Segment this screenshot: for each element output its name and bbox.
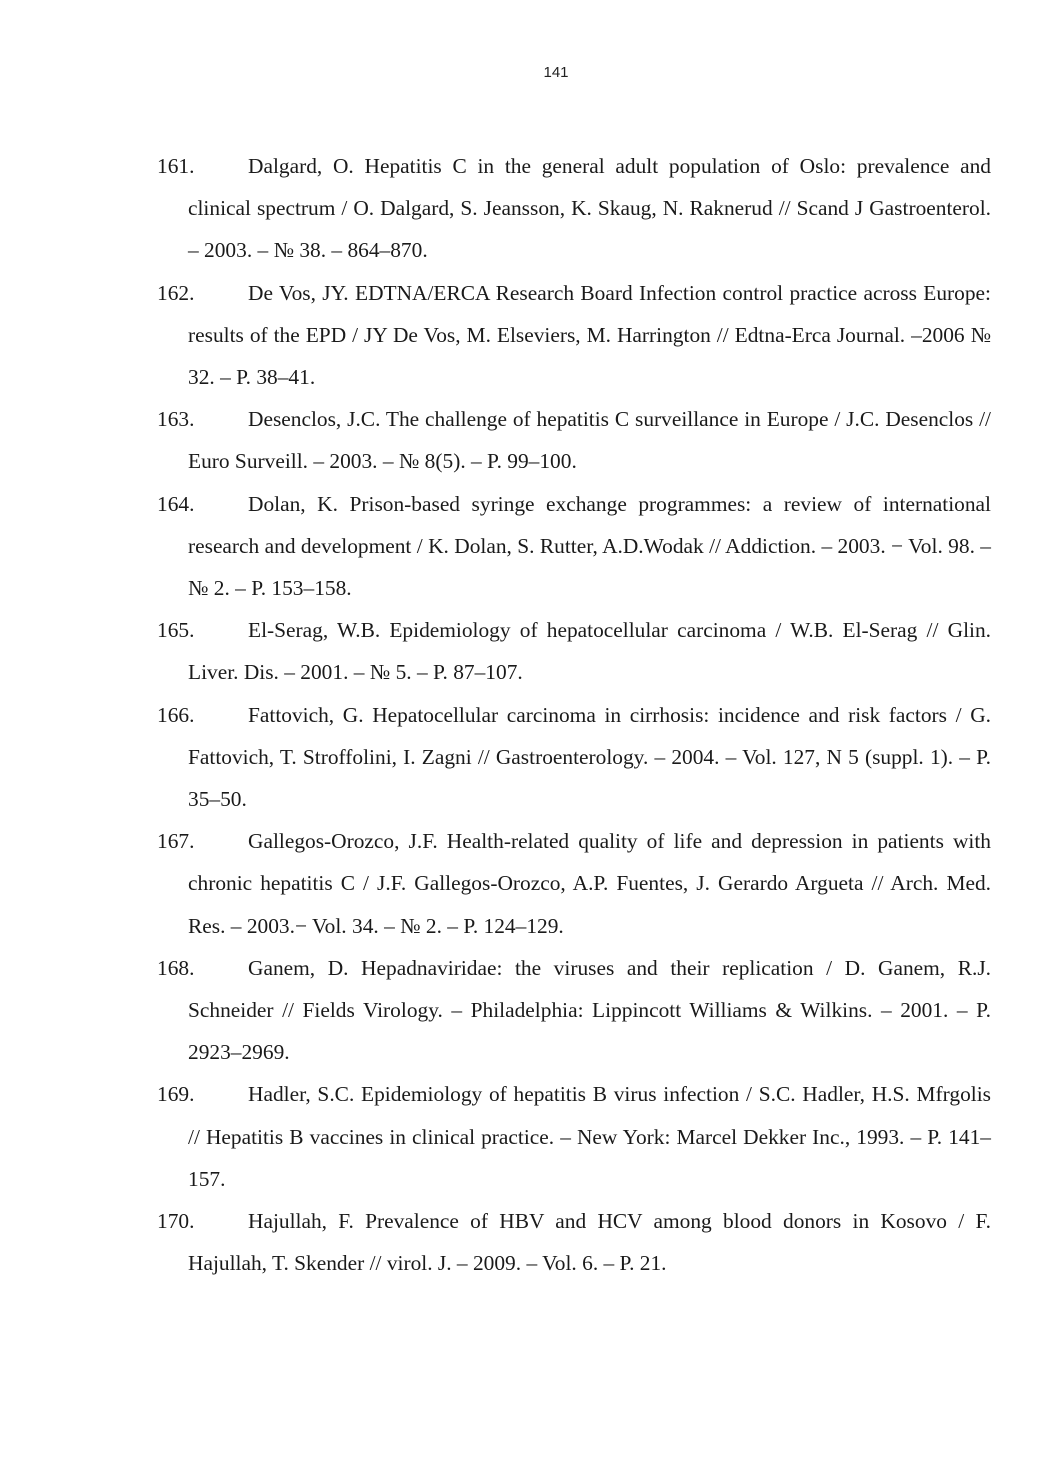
reference-number: 162. [157,280,195,305]
reference-text: El-Serag, W.B. Epidemiology of hepatocellular carcinoma / W.B. El-Serag // Glin. Liver. Dis. – 2001. – № 5. – P. 87–107. [188,618,991,685]
reference-item [157,398,991,482]
reference-number: 167. [157,829,195,854]
reference-text: Hadler, S.C. Epidemiology of hepatitis B virus infection / S.C. Hadler, H.S. Mfrgolis // Hepatitis B vaccines in clinical practice. – New York: Marcel Dekker Inc., 1993. – P. 141–157. [188,1082,991,1191]
reference-item [157,272,991,399]
reference-number: 161. [157,154,195,178]
reference-text: Desenclos, J.C. The challenge of hepatitis C surveillance in Europe / J.C. Desenclos // Euro Surveill. – 2003. – № 8(5). – P. 99–100. [188,407,991,474]
reference-number: 170. [157,1209,195,1234]
reference-number: 168. [157,955,195,980]
reference-number: 165. [157,618,195,643]
reference-text: Dolan, K. Prison-based syringe exchange programmes: a review of international research and development / K. Dolan, S. Rutter, A.D.Wodak // Addiction. – 2003. − Vol. 98. – № 2. – P. 153–158. [188,491,991,601]
reference-text: Ganem, D. Hepadnaviridae: the viruses and their replication / D. Ganem, R.J. Schneider // Fields Virology. – Philadelphia: Lippincott Williams & Wilkins. – 2001. – P. 2923–2969. [188,955,991,1065]
reference-number: 163. [157,407,195,432]
reference-text: Fattovich, G. Hepatocellular carcinoma in cirrhosis: incidence and risk factors / G. Fattovich, T. Stroffolini, I. Zagni // Gastroenterology. – 2004. – Vol. 127, N 5 (suppl. 1). – P. 35–50. [188,702,991,812]
reference-item [157,609,991,693]
reference-list [157,145,991,1284]
reference-item [157,1200,991,1284]
reference-text: Hajullah, F. Prevalence of HBV and HCV among blood donors in Kosovo / F. Hajullah, T. Skender // virol. J. – 2009. – Vol. 6. – P. 21. [188,1209,991,1276]
reference-number: 169. [157,1082,195,1107]
reference-item [157,947,991,1074]
reference-item [157,1073,991,1200]
reference-number: 164. [157,491,195,516]
reference-text: De Vos, JY. EDTNA/ERCA Research Board Infection control practice across Europe: results of the EPD / JY De Vos, M. Elseviers, M. Harrington // Edtna-Erca Journal. –2006 № 32. – P. 38–41. [188,280,991,390]
reference-item [157,483,991,610]
reference-number: 166. [157,702,195,727]
reference-item [157,145,991,272]
reference-item [157,694,991,821]
page-number: 141 [543,64,569,81]
reference-text: Dalgard, O. Hepatitis C in the general adult population of Oslo: prevalence and clinical spectrum / O. Dalgard, S. Jeansson, K. Skaug, N. Raknerud // Scand J Gastroenterol. – 2003. – № 38. – 864–870. [188,154,991,263]
reference-text: Gallegos-Orozco, J.F. Health-related quality of life and depression in patients with chronic hepatitis C / J.F. Gallegos-Orozco, A.P. Fuentes, J. Gerardo Argueta // Arch. Med. Res. – 2003.− Vol. 34. – № 2. – P. 124–129. [188,829,991,938]
reference-item [157,820,991,947]
